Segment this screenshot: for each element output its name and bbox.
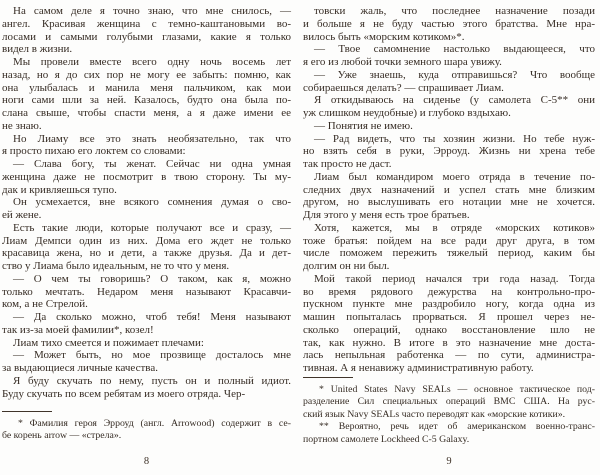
text-line: вилось быть «морским котиком»*. <box>303 30 465 43</box>
footnote-line: ский язык Navy SEALs часто переводят как «морские котики». <box>303 408 566 420</box>
text-line: На самом деле я точно знаю, что мне снилось, — <box>13 5 291 17</box>
text-line: товски жаль, что последнее назначение позади <box>314 5 595 17</box>
text-line: ноги сами шли за ней. Казалось, будто она была по- <box>2 94 291 107</box>
page-left-footnotes <box>2 411 291 443</box>
text-line: красавица жена, но и дети, а также друзья. Да и дет- <box>2 247 291 260</box>
text-line: Лиам тихо смеется и пожимает плечами: <box>13 336 204 349</box>
text-line: — Слава богу, ты женат. Сейчас ни одна умная <box>13 158 291 170</box>
text-line: Мой такой период начался три года назад. Тогда <box>314 272 595 285</box>
text-line: но взять себя в руки, Эрроуд. Жизнь ни хрена тебе <box>303 145 595 158</box>
text-line: Лиам Демпси один из них. Дома его ждет не только <box>2 234 291 247</box>
text-line: — О чем ты говоришь? О таком, как я, можно <box>13 272 291 285</box>
text-line: лосами и самыми голубыми глазами, какие я только <box>2 30 291 43</box>
text-line: — Понятия не имею. <box>314 119 413 132</box>
text-line: ство у Лиама было идеальным, не то что у меня. <box>2 260 230 272</box>
text-line: Для этого у меня есть трое братьев. <box>303 209 470 221</box>
text-line: дак и кривляешься тупо. <box>2 183 117 196</box>
text-line: сколько операций, однако восстановление шло не <box>303 323 595 336</box>
text-line: назад, но я до сих пор не могу ее забыть: помню, как <box>2 68 291 81</box>
text-line: ком, а не Стрелой. <box>2 298 88 311</box>
text-line: видел в жизни. <box>2 43 73 56</box>
text-line: лась непыльная работенка — по сути, администра- <box>303 349 595 362</box>
text-line: пускном пункте мне раздробило ногу, когда одна из <box>303 298 595 311</box>
text-line: женщина даже не посмотрит в твою сторону. Ты му- <box>2 170 291 183</box>
page-right <box>303 0 595 475</box>
footnote-separator <box>2 411 52 412</box>
text-line: ей жене. <box>2 209 42 221</box>
page-left-footnote-text <box>2 418 291 443</box>
page-left <box>2 0 291 475</box>
text-line: я его из любой точки земного шара увижу. <box>303 56 502 68</box>
text-line: — Твое самомнение настолько выдающееся, что <box>314 43 595 56</box>
page-left-body-text <box>2 5 291 400</box>
text-line: тоже братья: пойдем на все ради друг друга, в том <box>303 234 595 247</box>
footnote-line: * United States Navy SEALs — основное тактическое под- <box>319 384 595 395</box>
text-line: так, как нужно. В итоге в это назначение мне доста- <box>303 336 595 349</box>
text-line: я просто пихаю его локтем со словами: <box>2 145 186 158</box>
text-line: Мы провели вместе всего одну ночь восемь лет <box>13 56 291 68</box>
text-line: Я откидываюсь на сиденье (у самолета С-5** они <box>314 94 595 107</box>
footnote-line: портном самолете Lockheed C-5 Galaxy. <box>303 433 470 445</box>
text-line: так из-за моей фамилии*, козел! <box>2 323 154 336</box>
text-line: машин попыталась прорваться. Я прошел через не- <box>303 311 595 323</box>
text-line: следних двух назначений и успел стать мне близким <box>303 183 595 196</box>
text-line: и больше я не буду частью этого братства. Мне нра- <box>303 17 595 30</box>
text-line: Но Лиаму все это знать необязательно, так что <box>13 132 291 145</box>
page-right-number: 9 <box>446 456 452 467</box>
text-line: тивная. А я ненавижу административную работу. <box>303 362 534 374</box>
text-line: она улыбалась и манила меня пальчиком, как мои <box>2 81 291 94</box>
text-line: Я буду скучать по нему, пусть он и полный идиот. <box>13 374 291 387</box>
text-line: — Уже знаешь, куда отправишься? Что вообще <box>314 68 595 81</box>
footnote-line: * Фамилия героя Эрроуд (англ. Arrowood) содержит в се- <box>18 418 291 429</box>
text-line: только мечтать. Недаром меня называют Красавчи- <box>2 285 291 298</box>
text-line: — Да сколько можно, чтоб тебя! Меня называют <box>13 311 291 323</box>
page-right-body-text <box>303 5 595 375</box>
text-line: числе поможем пережить тяжелый период, каким бы <box>303 247 595 260</box>
text-line: долгим он ни был. <box>303 260 390 272</box>
text-line: за выдающиеся личные качества. <box>2 362 158 374</box>
text-line: уж слишком неудобные) и глубоко вздыхаю. <box>303 107 511 119</box>
text-line: Буду скучать по всем ребятам из моего отряда. Чер- <box>2 387 246 400</box>
text-line: собираешься делать? — спрашивает Лиам. <box>303 81 504 94</box>
page-right-footnote-text <box>303 384 595 446</box>
page-right-footnotes <box>303 377 595 446</box>
text-line: Есть такие люди, которые получают все и сразу, — <box>13 221 291 234</box>
text-line: так просто не даст. <box>303 158 392 170</box>
text-line: слана свыше, чтобы спасти меня, а я даже имени ее <box>2 107 291 119</box>
text-line: Лиам был командиром моего отряда в течение по- <box>314 170 595 183</box>
page-left-number: 8 <box>143 456 150 467</box>
text-line: другом, но выслушивать его нотации мне не хочется. <box>303 196 595 209</box>
text-line: Хотя, кажется, мы в отряде «морских котиков» <box>314 221 595 234</box>
text-line: — Рад видеть, что ты хозяин жизни. Но тебе нуж- <box>314 132 595 145</box>
footnote-line: разделение Сил специальных операций ВМС США. На рус- <box>303 396 595 408</box>
footnote-line: бе корень arrow — «стрела». <box>2 430 122 442</box>
text-line: — Может быть, но мое прозвище досталось мне <box>13 349 291 362</box>
footnote-separator <box>303 377 353 378</box>
footnote-line: ** Вероятно, речь идет об американском военно-транс- <box>319 421 595 433</box>
text-line: не знаю. <box>2 119 42 132</box>
text-line: во время рядового дежурства на контрольно-про- <box>303 285 595 298</box>
text-line: Он усмехается, вне всякого сомнения думая о сво- <box>13 196 291 209</box>
text-line: ангел. Красивая женщина с темно-каштановыми во- <box>2 17 291 30</box>
